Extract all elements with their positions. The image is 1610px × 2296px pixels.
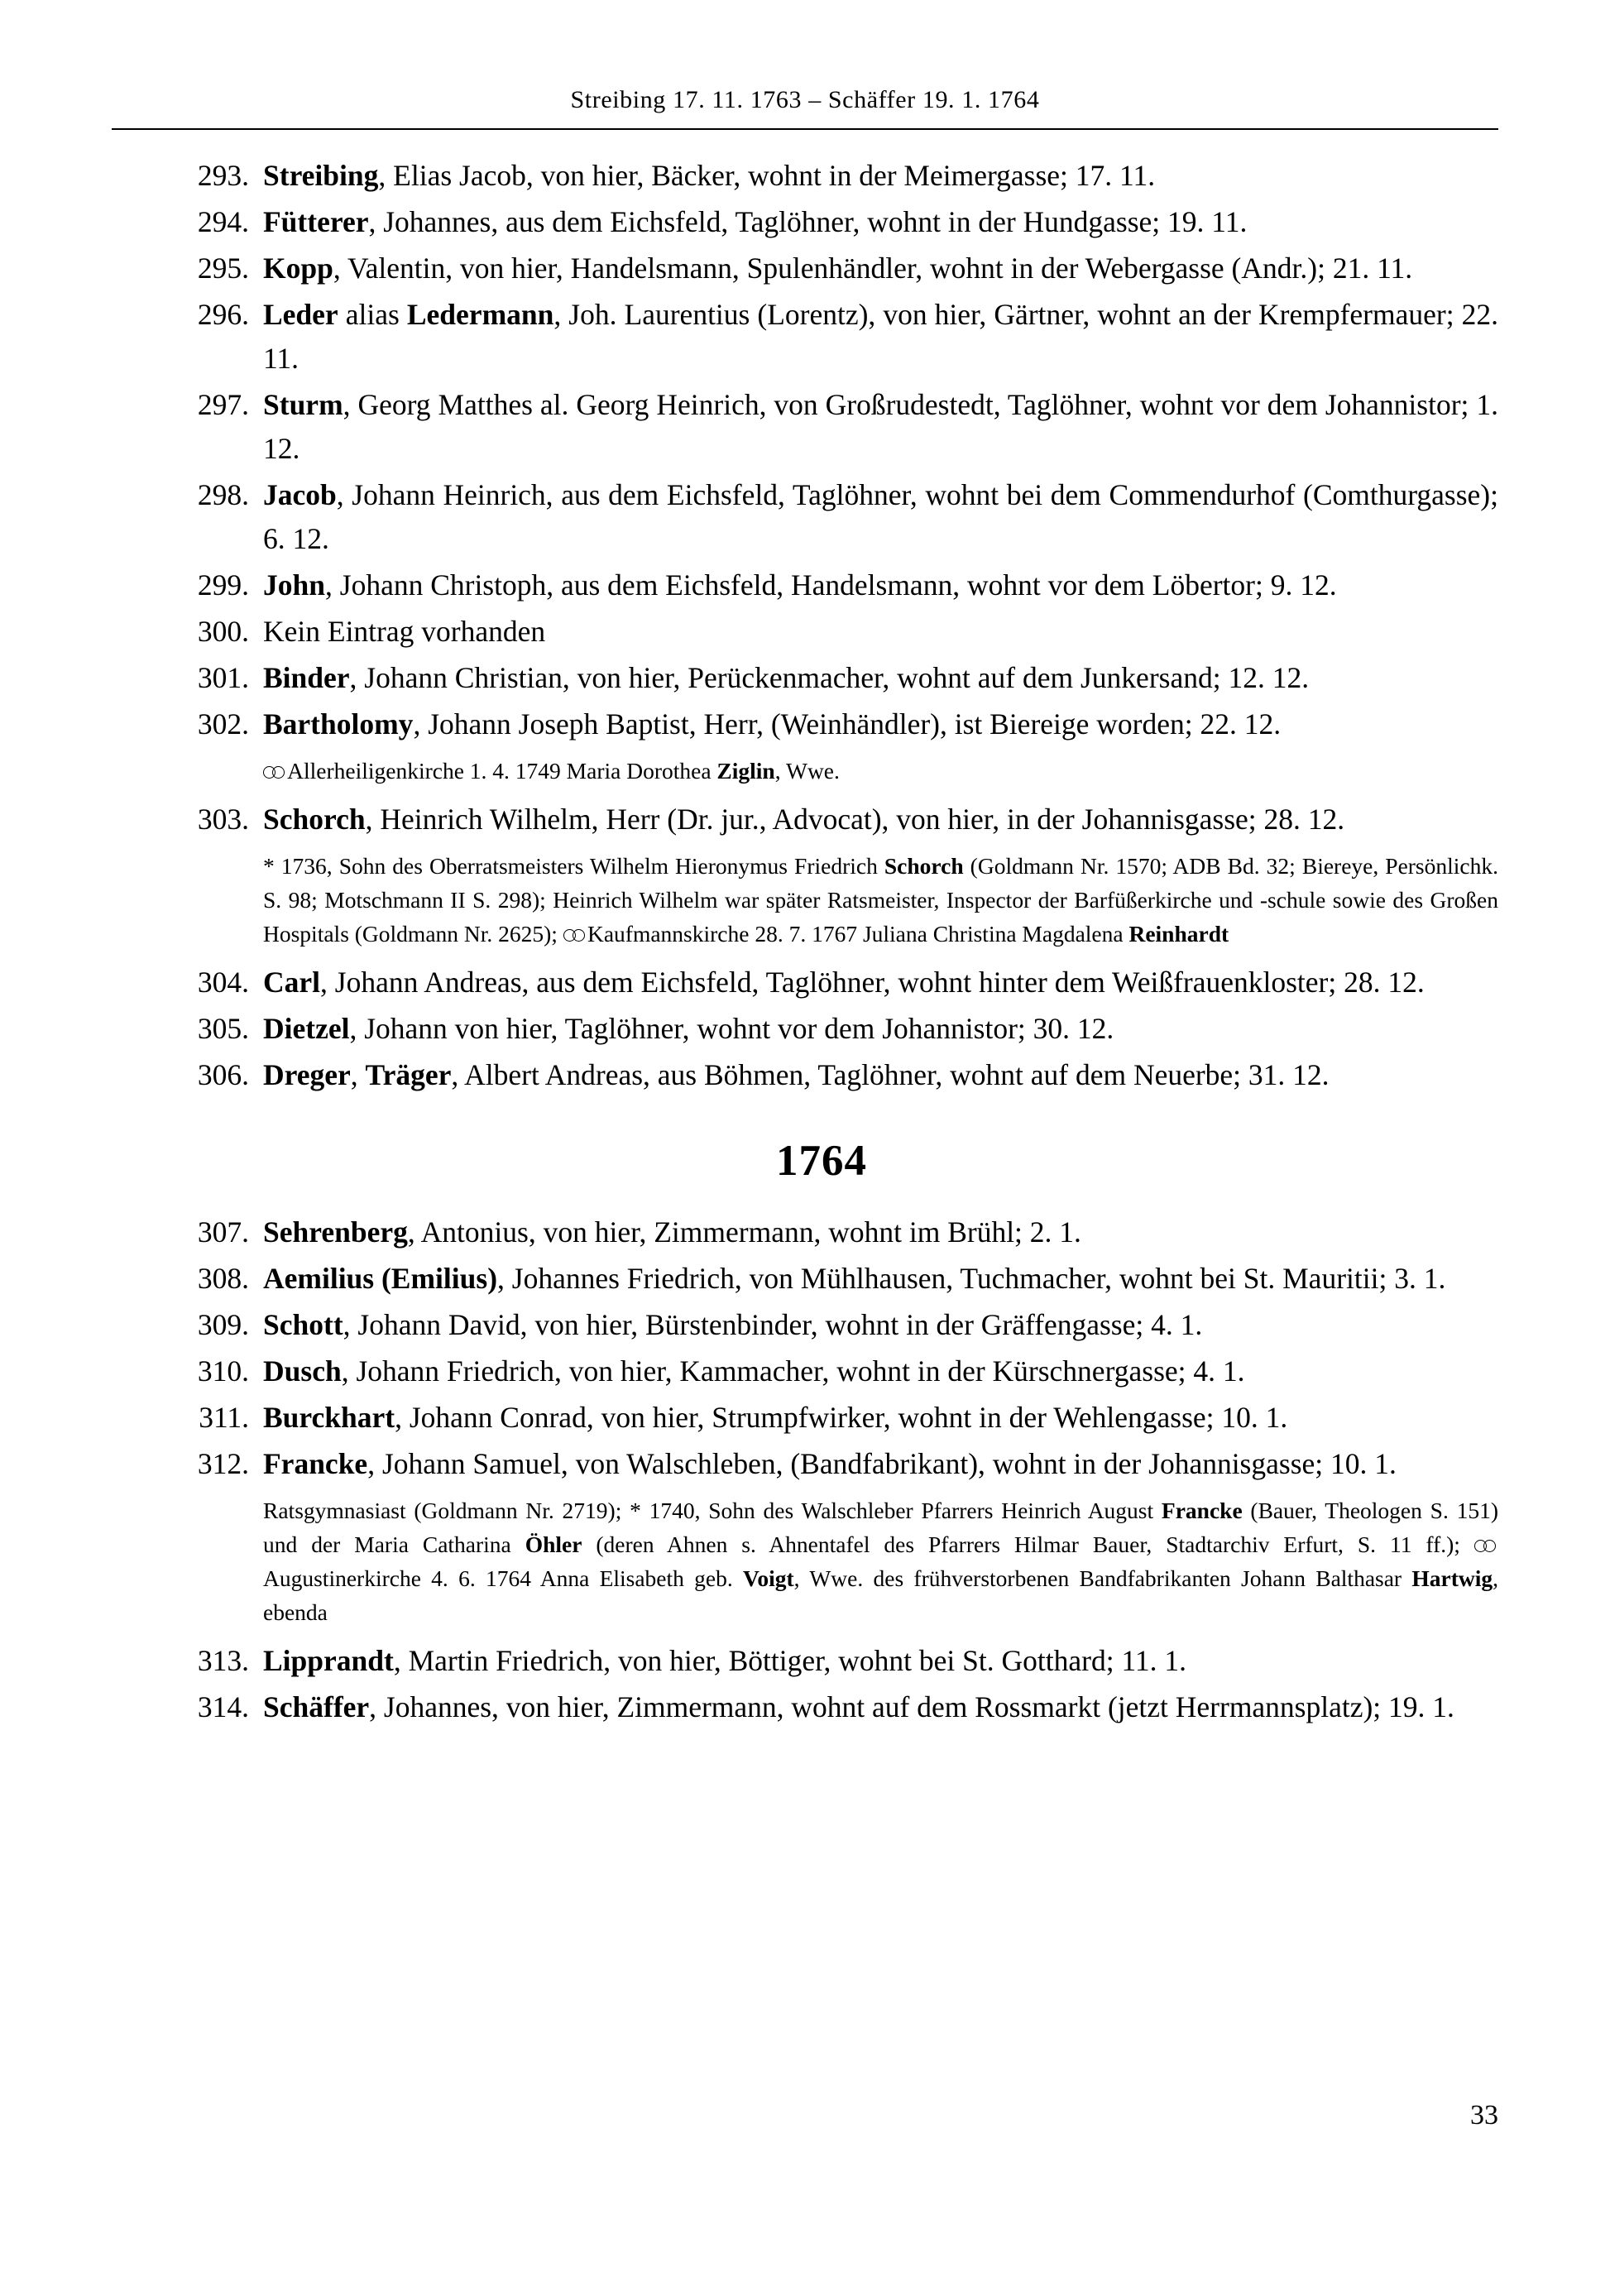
entry-311 — [112, 1396, 1498, 1440]
entry-number: 297. — [197, 388, 249, 421]
entry-number: 299. — [197, 568, 249, 602]
entry-body — [263, 1007, 1498, 1051]
entry-body — [263, 610, 1498, 654]
surname-bold: Burckhart — [263, 1401, 395, 1434]
entry-312 — [112, 1442, 1498, 1486]
entry-text: , Johann Conrad, von hier, Strumpfwirker, wohnt in der Wehlengasse; 10. 1. — [395, 1401, 1288, 1434]
entry-number: 298. — [197, 478, 249, 511]
entry-text: alias — [338, 298, 407, 331]
entry-body — [263, 154, 1498, 198]
entry-body — [263, 1053, 1498, 1097]
entry-text: (Bauer, Theologen S. 151) und der Maria Catharina — [263, 1498, 1498, 1557]
entry-number: 305. — [197, 1012, 249, 1045]
surname-bold: Francke — [263, 1447, 368, 1480]
entry-note-312 — [112, 1493, 1498, 1629]
entry-body — [263, 961, 1498, 1004]
spacer — [112, 841, 1498, 849]
surname-bold: Schott — [263, 1308, 343, 1341]
entry-294 — [112, 200, 1498, 244]
entry-body — [263, 383, 1498, 471]
entry-body — [263, 1639, 1498, 1683]
entry-300 — [112, 610, 1498, 654]
entry-text: , Joh. Laurentius (Lorentz), von hier, Gärtner, wohnt an der Krempfermauer; 22. 11. — [263, 298, 1498, 375]
entry-body — [263, 1442, 1498, 1486]
entry-text: , Elias Jacob, von hier, Bäcker, wohnt in der Meimergasse; 17. 11. — [378, 159, 1156, 192]
spacer — [112, 1486, 1498, 1493]
entry-note-302 — [112, 754, 1498, 788]
year-heading-1764: 1764 — [776, 1137, 867, 1185]
surname-bold: Ziglin — [716, 758, 775, 784]
entry-305 — [112, 1007, 1498, 1051]
entry-314 — [112, 1685, 1498, 1729]
entry-text: * 1736, Sohn des Oberratsmeisters Wilhelm Hieronymus Friedrich — [263, 853, 884, 879]
surname-bold: Streibing — [263, 159, 379, 192]
spacer — [112, 788, 1498, 798]
entry-text: (deren Ahnen s. Ahnentafel des Pfarrers Hilmar Bauer, Stadtarchiv Erfurt, S. 11 ff.); — [582, 1531, 1474, 1557]
surname-bold: Fütterer — [263, 205, 369, 238]
spacer — [112, 1729, 1498, 1732]
entry-number: 314. — [197, 1690, 249, 1723]
surname-bold: Jacob — [263, 478, 337, 511]
surname-bold: Dreger — [263, 1058, 351, 1091]
entry-303 — [112, 798, 1498, 841]
entry-number: 303. — [197, 803, 249, 836]
entry-number: 310. — [197, 1354, 249, 1388]
entry-304 — [112, 961, 1498, 1004]
entry-text: , Johann von hier, Taglöhner, wohnt vor dem Johannistor; 30. 12. — [349, 1012, 1114, 1045]
entry-number: 300. — [197, 615, 249, 648]
entry-text: , Johann Christian, von hier, Perückenmacher, wohnt auf dem Junkersand; 12. 12. — [349, 661, 1310, 694]
entry-299 — [112, 563, 1498, 607]
spacer-year-bottom — [112, 1186, 1498, 1210]
entry-text: , Johann Heinrich, aus dem Eichsfeld, Taglöhner, wohnt bei dem Commendurhof (Comthurgasse); 6. 12. — [263, 478, 1498, 555]
entry-number: 295. — [197, 252, 249, 285]
entry-text: , Johannes, von hier, Zimmermann, wohnt auf dem Rossmarkt (jetzt Herrmannsplatz); 19. 1. — [369, 1690, 1454, 1723]
entry-list-1764 — [112, 1210, 1498, 1732]
entry-text: , Johann Friedrich, von hier, Kammacher, wohnt in der Kürschnergasse; 4. 1. — [341, 1354, 1245, 1388]
entry-text: , Johannes, aus dem Eichsfeld, Taglöhner, wohnt in der Hundgasse; 19. 11. — [368, 205, 1248, 238]
entry-number: 302. — [197, 707, 249, 741]
entry-body — [263, 293, 1498, 381]
entry-text: , Heinrich Wilhelm, Herr (Dr. jur., Advocat), von hier, in der Johannisgasse; 28. 12. — [365, 803, 1345, 836]
entry-text: , Johann Joseph Baptist, Herr, (Weinhändler), ist Biereige worden; 22. 12. — [413, 707, 1282, 741]
entry-text: , Wwe. — [774, 758, 840, 784]
entry-text: , Antonius, von hier, Zimmermann, wohnt im Brühl; 2. 1. — [407, 1215, 1081, 1249]
entry-text: , Johann David, von hier, Bürstenbinder, wohnt in der Gräffengasse; 4. 1. — [343, 1308, 1203, 1341]
entry-text: Augustinerkirche 4. 6. 1764 Anna Elisabeth geb. — [263, 1565, 744, 1591]
entry-298 — [112, 473, 1498, 561]
surname-bold: Dietzel — [263, 1012, 350, 1045]
entry-body — [263, 1303, 1498, 1347]
entry-body — [263, 200, 1498, 244]
entry-306 — [112, 1053, 1498, 1097]
entry-number: 306. — [197, 1058, 249, 1091]
surname-bold: Schorch — [263, 803, 366, 836]
entry-text: (Goldmann Nr. 1570; ADB Bd. 32; Biereye, Persönlichk. S. 98; Motschmann II S. 298); Heinrich Wilhelm war später Ratsmeister, Inspector der Barfüßerkirche und -schule sowie des Großen Hospitals (Goldmann Nr. 2625); — [263, 853, 1498, 947]
entry-number: 313. — [197, 1644, 249, 1677]
entry-number: 309. — [197, 1308, 249, 1341]
surname-bold: Bartholomy — [263, 707, 414, 741]
entry-body — [263, 1685, 1498, 1729]
entry-body — [263, 1349, 1498, 1393]
surname-bold: Aemilius (Emilius) — [263, 1262, 498, 1295]
entry-list-1763 — [112, 154, 1498, 1100]
entry-text: Kein Eintrag vorhanden — [263, 615, 546, 648]
spacer — [112, 951, 1498, 961]
spacer-year-top — [112, 1100, 1498, 1136]
spacer — [112, 1629, 1498, 1639]
entry-297 — [112, 383, 1498, 471]
surname-bold: Hartwig — [1411, 1565, 1493, 1591]
entry-body — [263, 563, 1498, 607]
entry-310 — [112, 1349, 1498, 1393]
entry-text: , Wwe. des frühverstorbenen Bandfabrikanten Johann Balthasar — [793, 1565, 1412, 1591]
entry-308 — [112, 1257, 1498, 1301]
entry-text: Allerheiligenkirche 1. 4. 1749 Maria Dorothea — [287, 758, 717, 784]
entry-number: 296. — [197, 298, 249, 331]
entry-293 — [112, 154, 1498, 198]
surname-bold: Öhler — [525, 1531, 582, 1557]
entry-text: Ratsgymnasiast (Goldmann Nr. 2719); * 1740, Sohn des Walschleber Pfarrers Heinrich August — [263, 1498, 1162, 1523]
entry-text: , ebenda — [263, 1565, 1498, 1625]
entry-307 — [112, 1210, 1498, 1254]
entry-body — [263, 798, 1498, 841]
entry-text: , Albert Andreas, aus Böhmen, Taglöhner, wohnt auf dem Neuerbe; 31. 12. — [451, 1058, 1330, 1091]
entry-309 — [112, 1303, 1498, 1347]
surname-bold: Francke — [1161, 1498, 1243, 1523]
entry-text: , Georg Matthes al. Georg Heinrich, von Großrudestedt, Taglöhner, wohnt vor dem Johannistor; 1. 12. — [263, 388, 1498, 465]
entry-body — [263, 656, 1498, 700]
spacer — [112, 746, 1498, 754]
surname-bold: Schäffer — [263, 1690, 370, 1723]
entry-296 — [112, 293, 1498, 381]
entry-302 — [112, 702, 1498, 746]
entry-number: 312. — [197, 1447, 249, 1480]
surname-bold: Träger — [365, 1058, 452, 1091]
surname-bold: Dusch — [263, 1354, 342, 1388]
surname-bold: Binder — [263, 661, 350, 694]
entry-number: 308. — [197, 1262, 249, 1295]
marriage-symbol-icon — [263, 766, 285, 779]
surname-bold: Sehrenberg — [263, 1215, 408, 1249]
entry-body — [263, 1396, 1498, 1440]
entry-body — [263, 1210, 1498, 1254]
entry-301 — [112, 656, 1498, 700]
page-number: 33 — [1470, 2100, 1498, 2131]
entry-body — [263, 473, 1498, 561]
entry-text: , — [350, 1058, 366, 1091]
running-head: Streibing 17. 11. 1763 – Schäffer 19. 1. 1764 — [570, 86, 1040, 113]
surname-bold: Reinhardt — [1128, 921, 1229, 947]
entry-number: 307. — [197, 1215, 249, 1249]
entry-body — [263, 702, 1498, 746]
surname-bold: Schorch — [884, 853, 964, 879]
entry-body — [263, 247, 1498, 290]
surname-bold: Lipprandt — [263, 1644, 394, 1677]
entry-number: 311. — [199, 1401, 249, 1434]
text-column — [112, 154, 1498, 1732]
marriage-symbol-icon — [1474, 1540, 1496, 1552]
entry-note-303 — [112, 849, 1498, 951]
surname-bold: Carl — [263, 966, 321, 999]
entry-text: , Johann Samuel, von Walschleben, (Bandfabrikant), wohnt in der Johannisgasse; 10. 1. — [367, 1447, 1397, 1480]
entry-295 — [112, 247, 1498, 290]
entry-number: 304. — [197, 966, 249, 999]
surname-bold: Kopp — [263, 252, 333, 285]
header-rule — [112, 128, 1498, 130]
entry-text: , Johannes Friedrich, von Mühlhausen, Tuchmacher, wohnt bei St. Mauritii; 3. 1. — [497, 1262, 1446, 1295]
surname-bold: Sturm — [263, 388, 343, 421]
entry-text: , Johann Christoph, aus dem Eichsfeld, Handelsmann, wohnt vor dem Löbertor; 9. 12. — [325, 568, 1337, 602]
surname-bold: Ledermann — [406, 298, 554, 331]
surname-bold: Leder — [263, 298, 338, 331]
marriage-symbol-icon — [563, 929, 585, 942]
entry-text: , Valentin, von hier, Handelsmann, Spulenhändler, wohnt in der Webergasse (Andr.); 21. 11. — [333, 252, 1413, 285]
surname-bold: Voigt — [743, 1565, 794, 1591]
entry-number: 301. — [197, 661, 249, 694]
entry-number: 293. — [197, 159, 249, 192]
entry-number: 294. — [197, 205, 249, 238]
entry-text: , Johann Andreas, aus dem Eichsfeld, Taglöhner, wohnt hinter dem Weißfrauenkloster; 28. 12. — [320, 966, 1425, 999]
entry-text: , Martin Friedrich, von hier, Böttiger, wohnt bei St. Gotthard; 11. 1. — [393, 1644, 1186, 1677]
surname-bold: John — [263, 568, 325, 602]
entry-text: Kaufmannskirche 28. 7. 1767 Juliana Christina Magdalena — [587, 921, 1129, 947]
entry-body — [263, 1257, 1498, 1301]
entry-313 — [112, 1639, 1498, 1683]
